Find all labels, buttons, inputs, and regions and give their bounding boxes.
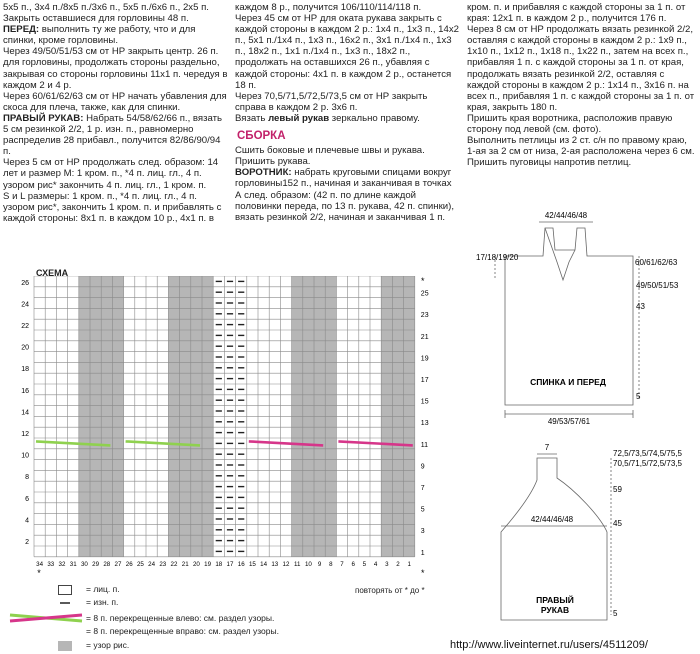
text-line: S и L размеры: 1 кром. п., *4 п. лиц. гл., 4 п. узором рис*, закончить 1 кром. п. и прибавлять с каждой стороны: 8x1 п. в каждом 10 р., 4x1 п. в <box>3 190 222 224</box>
sleeve-label: ПРАВЫЙ РУКАВ: <box>3 112 84 124</box>
row-label-right: 21 <box>420 333 429 341</box>
back-right-43: 43 <box>636 302 645 311</box>
row-label-right: 3 <box>420 528 425 536</box>
back-right-mid: 49/50/51/53 <box>636 281 679 290</box>
column-label: 22 <box>170 560 178 568</box>
text-line: Через 60/61/62/63 см от НР начать убавления для скоса для плеча, также, как для спинки. <box>3 90 227 113</box>
back-right-top: 60/61/62/63 <box>635 258 678 267</box>
row-label-right: 5 <box>420 506 425 514</box>
column-label: 26 <box>125 560 133 568</box>
knit-symbol-icon <box>58 585 72 595</box>
green-cable-icon <box>8 610 84 626</box>
text-line: Через 5 см от НР продолжать след. образом: 14 лет и размер М: 1 кром. п., *4 п. лиц. гл., 4 п. узором рис* закончить 4 п. лиц. гл., 1 кром. п. <box>3 157 219 191</box>
column-label: 12 <box>282 560 290 568</box>
legend-text: = 8 п. перекрещенные вправо: см. раздел узоры. <box>86 626 279 636</box>
back-front-diagram <box>495 222 639 418</box>
row-label-left: 18 <box>21 366 29 374</box>
column-label: 20 <box>192 560 200 568</box>
row-label-right: 7 <box>420 485 425 492</box>
row-label-left: 8 <box>25 474 29 482</box>
back-top-width: 42/44/46/48 <box>544 211 588 220</box>
column-label: 8 <box>329 560 333 568</box>
back-right-5: 5 <box>636 392 641 401</box>
text-line: Закрыть оставшиеся для горловины 48 п. <box>3 13 189 25</box>
row-label-right: 13 <box>420 420 429 428</box>
collar-text: набрать круговыми спицами вокруг горловины152 п., начиная и заканчивая в точках А след. образом: (42 п. по длине каждой половинки переда, по 13 п. рукава, 42 п. спинки), вязать резинкой 2/2, начиная и заканчивая 1 п. <box>235 167 455 223</box>
column-label: 28 <box>103 560 111 568</box>
column-label: 24 <box>148 560 156 568</box>
sleeve-right-top2: 70,5/71,5/72,5/73,5 <box>613 459 682 468</box>
instructions-column-2 <box>235 2 460 223</box>
text-line: кром. п. и прибавляя с каждой стороны за 1 п. от края: 12x1 п. в каждом 2 р., получится 176 п. <box>467 2 686 25</box>
chart-title: СХЕМА <box>36 268 69 278</box>
column-label: 2 <box>396 560 400 568</box>
back-left-height: 17/18/19/20 <box>476 253 519 262</box>
column-label: 7 <box>340 560 344 568</box>
sleeve-label-1: ПРАВЫЙ <box>536 595 574 605</box>
legend-text: = узор рис. <box>86 640 130 650</box>
assembly-heading: СБОРКА <box>237 130 286 143</box>
row-label-left: 16 <box>21 387 29 395</box>
column-label: 32 <box>58 560 66 568</box>
column-label: 34 <box>36 560 44 568</box>
column-label: 5 <box>362 560 367 568</box>
garment-diagrams <box>465 210 700 640</box>
neckline-shape <box>545 228 575 280</box>
column-label: 13 <box>271 560 279 568</box>
column-label: 33 <box>47 560 55 568</box>
front-section <box>3 24 229 46</box>
row-label-left: 26 <box>21 279 29 287</box>
row-label-right: 19 <box>420 355 429 363</box>
column-label: 21 <box>181 560 189 568</box>
row-label-right: 11 <box>420 441 429 449</box>
knitting-chart <box>0 276 460 586</box>
legend-text: = изн. п. <box>86 597 119 607</box>
row-label-left: 20 <box>21 344 29 352</box>
column-label: 16 <box>237 560 245 568</box>
sleeve-mid-width: 42/44/46/48 <box>530 515 574 524</box>
column-label: 23 <box>159 560 167 568</box>
text-line: Пришить края воротника, расположив правую сторону под левой (см. фото). <box>467 112 673 136</box>
column-label: 18 <box>215 560 223 568</box>
text-fragment: Вязать <box>235 112 269 124</box>
sleeve-label-2: РУКАВ <box>540 605 570 615</box>
legend-cable-left <box>8 613 308 625</box>
row-label-right: 23 <box>420 312 429 320</box>
instructions-column-3 <box>467 2 696 168</box>
legend-rice <box>8 640 308 652</box>
sleeve-right-top1: 72,5/73,5/74,5/75,5 <box>613 449 682 458</box>
purl-symbol-icon <box>58 598 72 608</box>
column-label: 1 <box>407 560 411 568</box>
column-label: 15 <box>248 560 256 568</box>
sleeve-section <box>3 113 229 157</box>
sleeve-right-5: 5 <box>613 609 618 618</box>
text-line: каждом 8 р., получится 106/110/114/118 п. <box>235 2 422 13</box>
column-label: 19 <box>204 560 212 568</box>
text-fragment: зеркально правому. <box>329 112 420 124</box>
sleeve-text: Набрать 54/58/62/66 п., вязать 5 см резинкой 2/2, 1 р. изн. п., равномерно распределив 28 прибавл., получится 82/86/90/94 п. <box>3 112 223 158</box>
row-label-right: 15 <box>420 398 429 406</box>
collar-section <box>235 167 460 222</box>
left-sleeve-line <box>235 113 460 124</box>
row-label-right: 1 <box>420 549 425 557</box>
legend-knit <box>8 584 308 596</box>
row-label-right: 17 <box>420 377 429 384</box>
text-line: Через 70,5/71,5/72,5/73,5 см от НР закрыть справа в каждом 2 р. 3x6 п. <box>235 90 428 113</box>
column-label: 9 <box>317 560 322 568</box>
column-label: 4 <box>373 560 378 568</box>
text-line: Выполнить петлицы из 2 ст. с/н по правому краю, 1-ая за 2 см от низа, 2-ая расположена через 6 см. Пришить пуговицы напротив петлиц. <box>467 135 695 169</box>
collar-label: ВОРОТНИК: <box>235 167 292 179</box>
column-label: 11 <box>293 560 301 568</box>
column-label: 29 <box>92 560 100 568</box>
column-label: 17 <box>226 560 234 568</box>
text-line: Через 8 см от НР продолжать вязать резинкой 2/2, оставляя с каждой стороны в каждом 2 р.: 1x9 п., 1x10 п., 1x12 п., 1x18 п., 1x22 п., затем на всех п., прибавляя 1 п. с каждой стороны за 1 п. от края, продолжать вязать резинкой 2/2, оставляя с каждой стороны в каждом 2 р.: 1x14 п., 3x16 п. на всех п., прибавляя 1 п. с каждой стороны за 1 п. от края, закрыть 180 п. <box>467 24 695 113</box>
row-label-left: 6 <box>25 495 29 503</box>
legend-purl <box>8 597 308 609</box>
row-label-left: 4 <box>25 517 29 525</box>
row-label-left: 22 <box>21 323 29 330</box>
back-bottom-width: 49/53/57/61 <box>547 417 591 426</box>
row-label-left: 2 <box>25 539 29 546</box>
repeat-star: * <box>37 567 41 578</box>
back-front-label: СПИНКА И ПЕРЕД <box>530 377 606 387</box>
column-label: 10 <box>304 560 312 568</box>
left-sleeve-label: левый рукав <box>268 112 330 124</box>
legend-text: = 8 п. перекрещенные влево: см. раздел узоры. <box>86 613 275 623</box>
column-label: 25 <box>136 560 144 568</box>
row-label-left: 12 <box>21 431 29 438</box>
column-label: 31 <box>69 560 77 568</box>
row-label-left: 10 <box>21 452 29 460</box>
rice-pattern-icon <box>58 641 72 651</box>
text-line: Через 49/50/51/53 см от НР закрыть центр. 26 п. для горловины, продолжать стороны раздельно, закрывая со стороны горловины 11x1 п. чередуя в каждом 2 и 4 р. <box>3 46 228 91</box>
column-label: 14 <box>260 560 268 568</box>
text-line: 5x5 п., 3x4 п./8x5 п./3x6 п., 5x5 п./6x6 п., 2x5 п. <box>3 2 209 13</box>
repeat-star: * <box>421 567 425 578</box>
repeat-note: повторять от * до * <box>355 586 425 595</box>
column-label: 6 <box>351 560 355 568</box>
row-label-right: 25 <box>420 290 429 298</box>
sleeve-right-45: 45 <box>613 519 622 528</box>
column-label: 27 <box>114 560 122 568</box>
column-label: 3 <box>385 560 389 568</box>
legend-text: = лиц. п. <box>86 584 120 594</box>
column-label: 30 <box>80 560 88 568</box>
row-label-left: 24 <box>21 301 29 309</box>
text-line: Через 45 см от НР для оката рукава закрыть с каждой стороны в каждом 2 р.: 1x4 п., 1x3 п., 14x2 п., 5x1 п./1x4 п., 1x3 п., 16x2 п., 3x1 п./1x4 п., 1x3 п., 18x2 п., 1x1 п./1x4 п., 1x3 п., 18x2 п., продолжать на оставшихся 26 п., убавляя с каждой стороны: 4x1 п. в каждом 2 р., останется 18 п. <box>235 13 459 91</box>
front-text: выполнить ту же работу, что и для спинки, кроме горловины. <box>3 24 196 47</box>
instructions-column-1 <box>3 2 229 224</box>
repeat-star: * <box>421 276 425 286</box>
row-label-right: 9 <box>420 463 425 471</box>
front-label: ПЕРЕД: <box>3 24 40 36</box>
source-url[interactable]: http://www.liveinternet.ru/users/4511209/ <box>450 639 648 651</box>
legend-cable-right <box>8 626 308 638</box>
sleeve-top-7: 7 <box>544 443 550 452</box>
text-line: Сшить боковые и плечевые швы и рукава. Пришить рукава. <box>235 145 425 168</box>
row-label-left: 14 <box>21 409 29 417</box>
sleeve-right-59: 59 <box>613 485 622 494</box>
